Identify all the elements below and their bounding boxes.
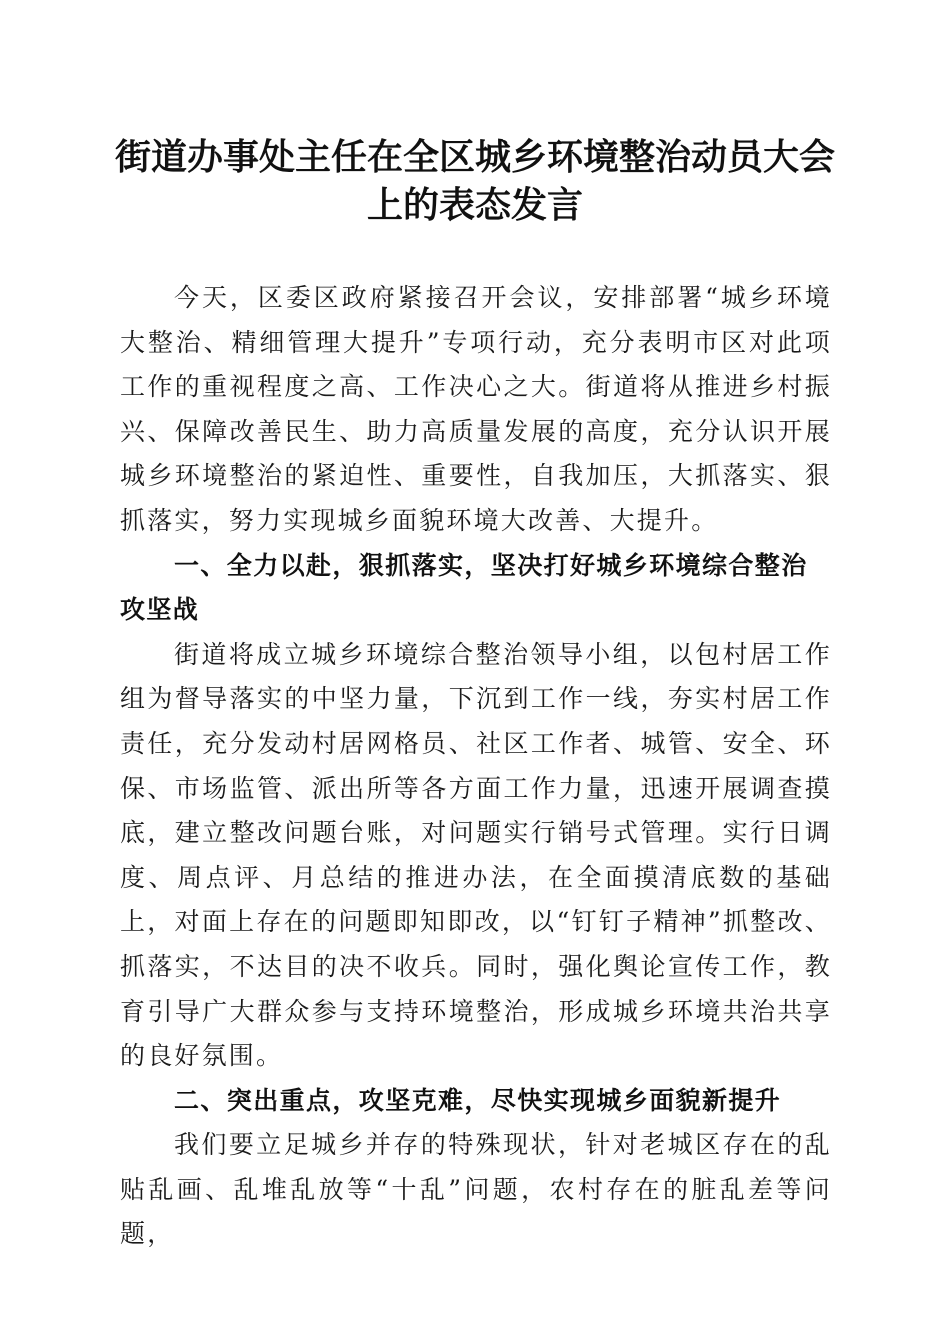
section-heading-2: 二、突出重点，攻坚克难，尽快实现城乡面貌新提升 (174, 1085, 782, 1115)
section-1-paragraph: 街道将成立城乡环境综合整治领导小组，以包村居工作组为督导落实的中坚力量，下沉到工作一线，夯实村居工作责任，充分发动村居网格员、社区工作者、城管、安全、环保、市场监管、派出所等各方面工作力量，迅速开展调查摸底，建立整改问题台账，对问题实行销号式管理。实行日调度、周点评、月总结的推进办法，在全面摸清底数的基础上，对面上存在的问题即知即改，以“钉钉子精神”抓整改、抓落实，不达目的决不收兵。同时，强化舆论宣传工作，教育引导广大群众参与支持环境整治，形成城乡环境共治共享的良好氛围。 (120, 639, 832, 1071)
intro-paragraph: 今天，区委区政府紧接召开会议，安排部署“城乡环境大整治、精细管理大提升”专项行动，充分表明市区对此项工作的重视程度之高、工作决心之大。街道将从推进乡村振兴、保障改善民生、助力高质量发展的高度，充分认识开展城乡环境整治的紧迫性、重要性，自我加压，大抓落实、狠抓落实，努力实现城乡面貌环境大改善、大提升。 (120, 283, 832, 535)
section-heading-1: 一、全力以赴，狠抓落实，坚决打好城乡环境综合整治攻坚战 (120, 550, 808, 625)
section-2-paragraph: 我们要立足城乡并存的特殊现状，针对老城区存在的乱贴乱画、乱堆乱放等“十乱”问题，农村存在的脏乱差等问题， (120, 1130, 832, 1249)
document-body (120, 276, 832, 1257)
document-title: 街道办事处主任在全区城乡环境整治动员大会上的表态发言 (114, 136, 835, 226)
